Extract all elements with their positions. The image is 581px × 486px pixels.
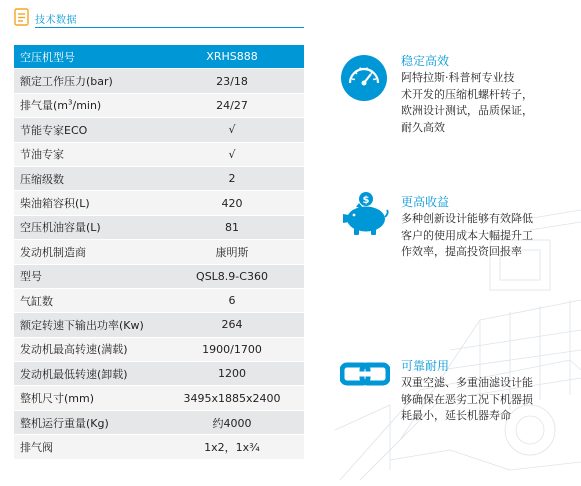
- row-label-pre: 排气量(m: [20, 99, 69, 113]
- table-header-row: [14, 45, 304, 69]
- feature-line: 欧洲设计测试，品质保证，: [401, 104, 533, 117]
- feature-stable-efficient: [340, 52, 575, 142]
- feature-description: [401, 211, 571, 261]
- row-label: 节能专家ECO: [14, 118, 160, 142]
- row-value: 264: [160, 313, 304, 337]
- feature-line: 阿特拉斯·科普柯专业技: [401, 71, 515, 84]
- feature-line: 耐久高效: [401, 120, 445, 134]
- feature-reliable-durable: [340, 357, 575, 432]
- row-value: 81: [160, 215, 304, 239]
- table-row: [14, 215, 304, 239]
- gauge-icon: [340, 54, 388, 102]
- feature-description: [401, 70, 571, 136]
- row-value: 3495x1885x2400: [160, 386, 304, 410]
- row-value: 24/27: [160, 93, 304, 117]
- table-row: [14, 288, 304, 312]
- row-label: 额定转速下输出功率(Kw): [14, 313, 160, 337]
- feature-line: 够确保在恶劣工况下机器损: [401, 392, 533, 406]
- section-header: [14, 6, 304, 34]
- feature-line: 客户的使用成本大幅提升工: [401, 228, 533, 242]
- table-row: [14, 166, 304, 190]
- table-row: [14, 362, 304, 386]
- row-label: 节油专家: [14, 142, 160, 166]
- table-row: [14, 410, 304, 434]
- row-value: 6: [160, 288, 304, 312]
- table-row: [14, 191, 304, 215]
- row-value: 约4000: [160, 410, 304, 434]
- feature-title: 稳定高效: [401, 54, 450, 68]
- table-row: [14, 142, 304, 166]
- feature-title: 更高收益: [401, 195, 450, 209]
- row-value: 2: [160, 166, 304, 190]
- table-row: [14, 93, 304, 117]
- row-label: 空压机油容量(L): [14, 215, 160, 239]
- feature-line: 多种创新设计能够有效降低: [401, 212, 533, 225]
- chain-link-icon: [340, 361, 390, 389]
- piggy-bank-icon: [340, 191, 390, 237]
- row-value: √: [160, 142, 304, 166]
- table-row: [14, 240, 304, 264]
- row-value: 1900/1700: [160, 337, 304, 361]
- section-title: 技术数据: [35, 15, 77, 26]
- feature-description: [401, 375, 571, 425]
- row-label: 发动机最高转速(满载): [14, 337, 160, 361]
- row-label: 额定工作压力(bar): [14, 69, 160, 93]
- table-row: [14, 69, 304, 93]
- header-label: 空压机型号: [14, 45, 160, 69]
- row-label-sup: 3: [68, 98, 73, 107]
- svg-text:$: $: [362, 195, 370, 206]
- row-label: 排气阀: [14, 435, 160, 459]
- row-value: 420: [160, 191, 304, 215]
- row-label: 整机运行重量(Kg): [14, 410, 160, 434]
- row-label: 气缸数: [14, 288, 160, 312]
- table-row: [14, 435, 304, 459]
- feature-line: 作效率，提高投资回报率: [401, 245, 522, 258]
- row-label: 整机尺寸(mm): [14, 386, 160, 410]
- feature-line: 术开发的压缩机螺杆转子，: [401, 87, 533, 101]
- row-value: 康明斯: [160, 240, 304, 264]
- row-value: 1200: [160, 362, 304, 386]
- row-value: QSL8.9-C360: [160, 264, 304, 288]
- table-row: [14, 264, 304, 288]
- table-row: [14, 118, 304, 142]
- table-row: [14, 313, 304, 337]
- row-label: 压缩级数: [14, 166, 160, 190]
- row-label: 发动机最低转速(卸载): [14, 362, 160, 386]
- table-row: [14, 386, 304, 410]
- row-label-post: /min): [72, 99, 102, 113]
- spec-table: [14, 45, 304, 460]
- feature-title: 可靠耐用: [401, 359, 450, 373]
- row-label: [14, 93, 160, 117]
- table-row: [14, 337, 304, 361]
- row-value: 23/18: [160, 69, 304, 93]
- row-value: √: [160, 118, 304, 142]
- document-icon: [14, 8, 30, 26]
- row-value: 1x2，1x¾: [160, 435, 304, 459]
- feature-higher-returns: [340, 193, 575, 268]
- row-label: 发动机制造商: [14, 240, 160, 264]
- feature-line: 双重空滤、多重油滤设计能: [401, 376, 533, 389]
- header-value: XRHS888: [160, 45, 304, 69]
- section-divider: [35, 27, 304, 28]
- row-label: 型号: [14, 264, 160, 288]
- feature-line: 耗最小，延长机器寿命: [401, 409, 511, 422]
- row-label: 柴油箱容积(L): [14, 191, 160, 215]
